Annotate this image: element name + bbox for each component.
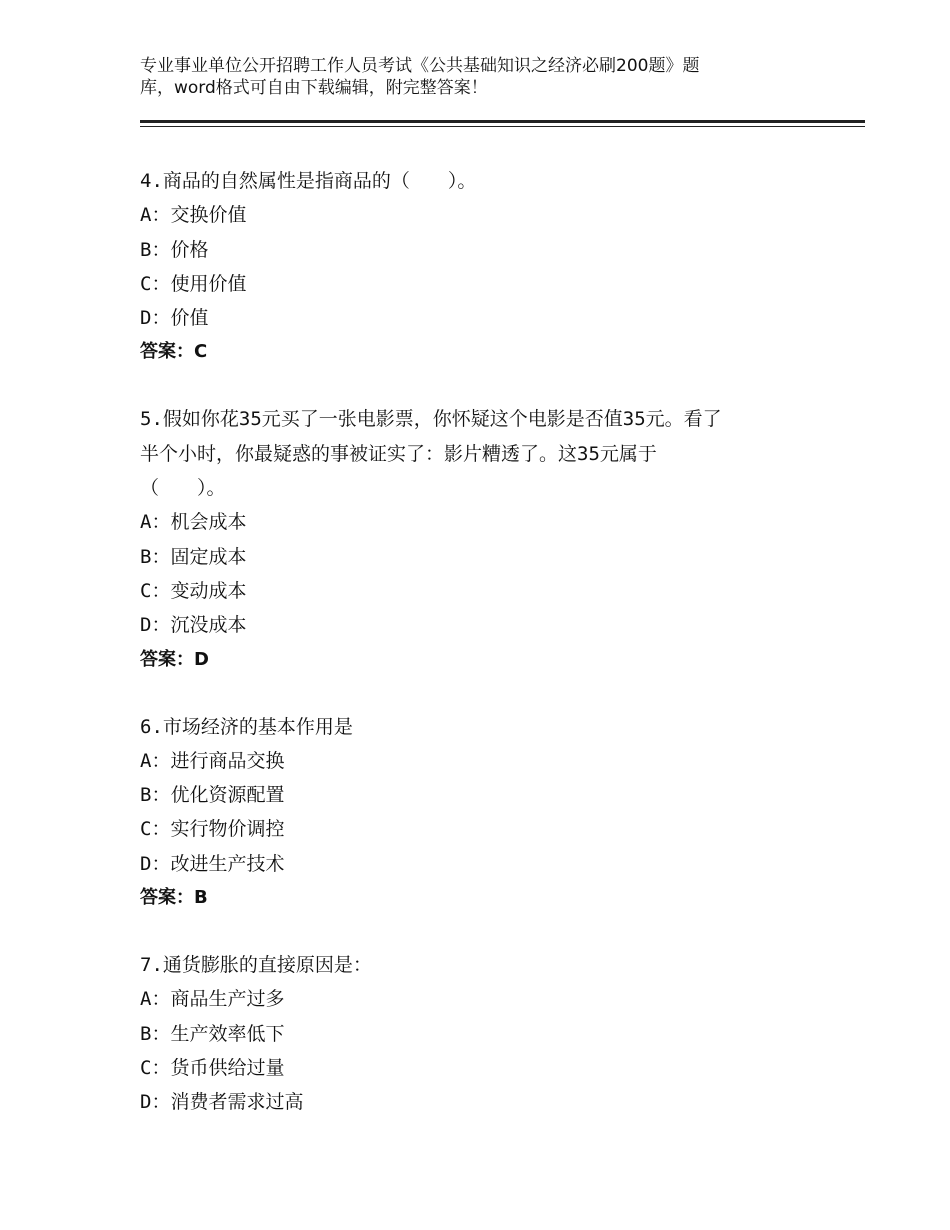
question-option: B：固定成本 (140, 545, 247, 568)
question-option: B：生产效率低下 (140, 1022, 285, 1045)
question-option: A：交换价值 (140, 204, 247, 227)
question-option: C：使用价值 (140, 272, 247, 295)
question-option: B：价格 (140, 238, 209, 261)
question-block (140, 402, 830, 676)
header-line-2: 库，word格式可自由下载编辑，附完整答案！ (140, 78, 488, 98)
question-option: C：变动成本 (140, 579, 247, 602)
question-stem-line: 6.市场经济的基本作用是 (140, 715, 353, 738)
question-stem-line: 半个小时，你最疑惑的事被证实了：影片糟透了。这35元属于 (140, 442, 657, 465)
question-list (140, 164, 830, 1153)
question-block (140, 710, 830, 915)
header-divider-thin (140, 126, 865, 127)
question-block (140, 948, 830, 1119)
question-option: A：商品生产过多 (140, 988, 285, 1011)
question-block (140, 164, 830, 369)
question-stem-line: 4.商品的自然属性是指商品的（ ）。 (140, 170, 477, 192)
question-answer: 答案：B (140, 887, 208, 909)
question-answer: 答案：C (140, 341, 208, 363)
question-option: B：优化资源配置 (140, 784, 285, 807)
header-divider-thick (140, 120, 865, 123)
question-stem-line: （ ）。 (140, 477, 226, 500)
header-line-1: 专业事业单位公开招聘工作人员考试《公共基础知识之经济必刷200题》题 (140, 56, 700, 76)
question-option: A：进行商品交换 (140, 749, 285, 772)
question-option: D：改进生产技术 (140, 852, 285, 875)
question-stem-line: 7.通货膨胀的直接原因是： (140, 954, 372, 977)
question-stem-line: 5.假如你花35元买了一张电影票，你怀疑这个电影是否值35元。看了 (140, 408, 722, 431)
question-option: A：机会成本 (140, 511, 247, 534)
question-option: C：实行物价调控 (140, 818, 285, 841)
question-option: D：价值 (140, 307, 209, 330)
question-option: D：沉没成本 (140, 614, 247, 637)
question-option: D：消费者需求过高 (140, 1091, 304, 1114)
question-option: C：货币供给过量 (140, 1056, 285, 1079)
document-header (140, 55, 780, 99)
question-answer: 答案：D (140, 648, 209, 670)
